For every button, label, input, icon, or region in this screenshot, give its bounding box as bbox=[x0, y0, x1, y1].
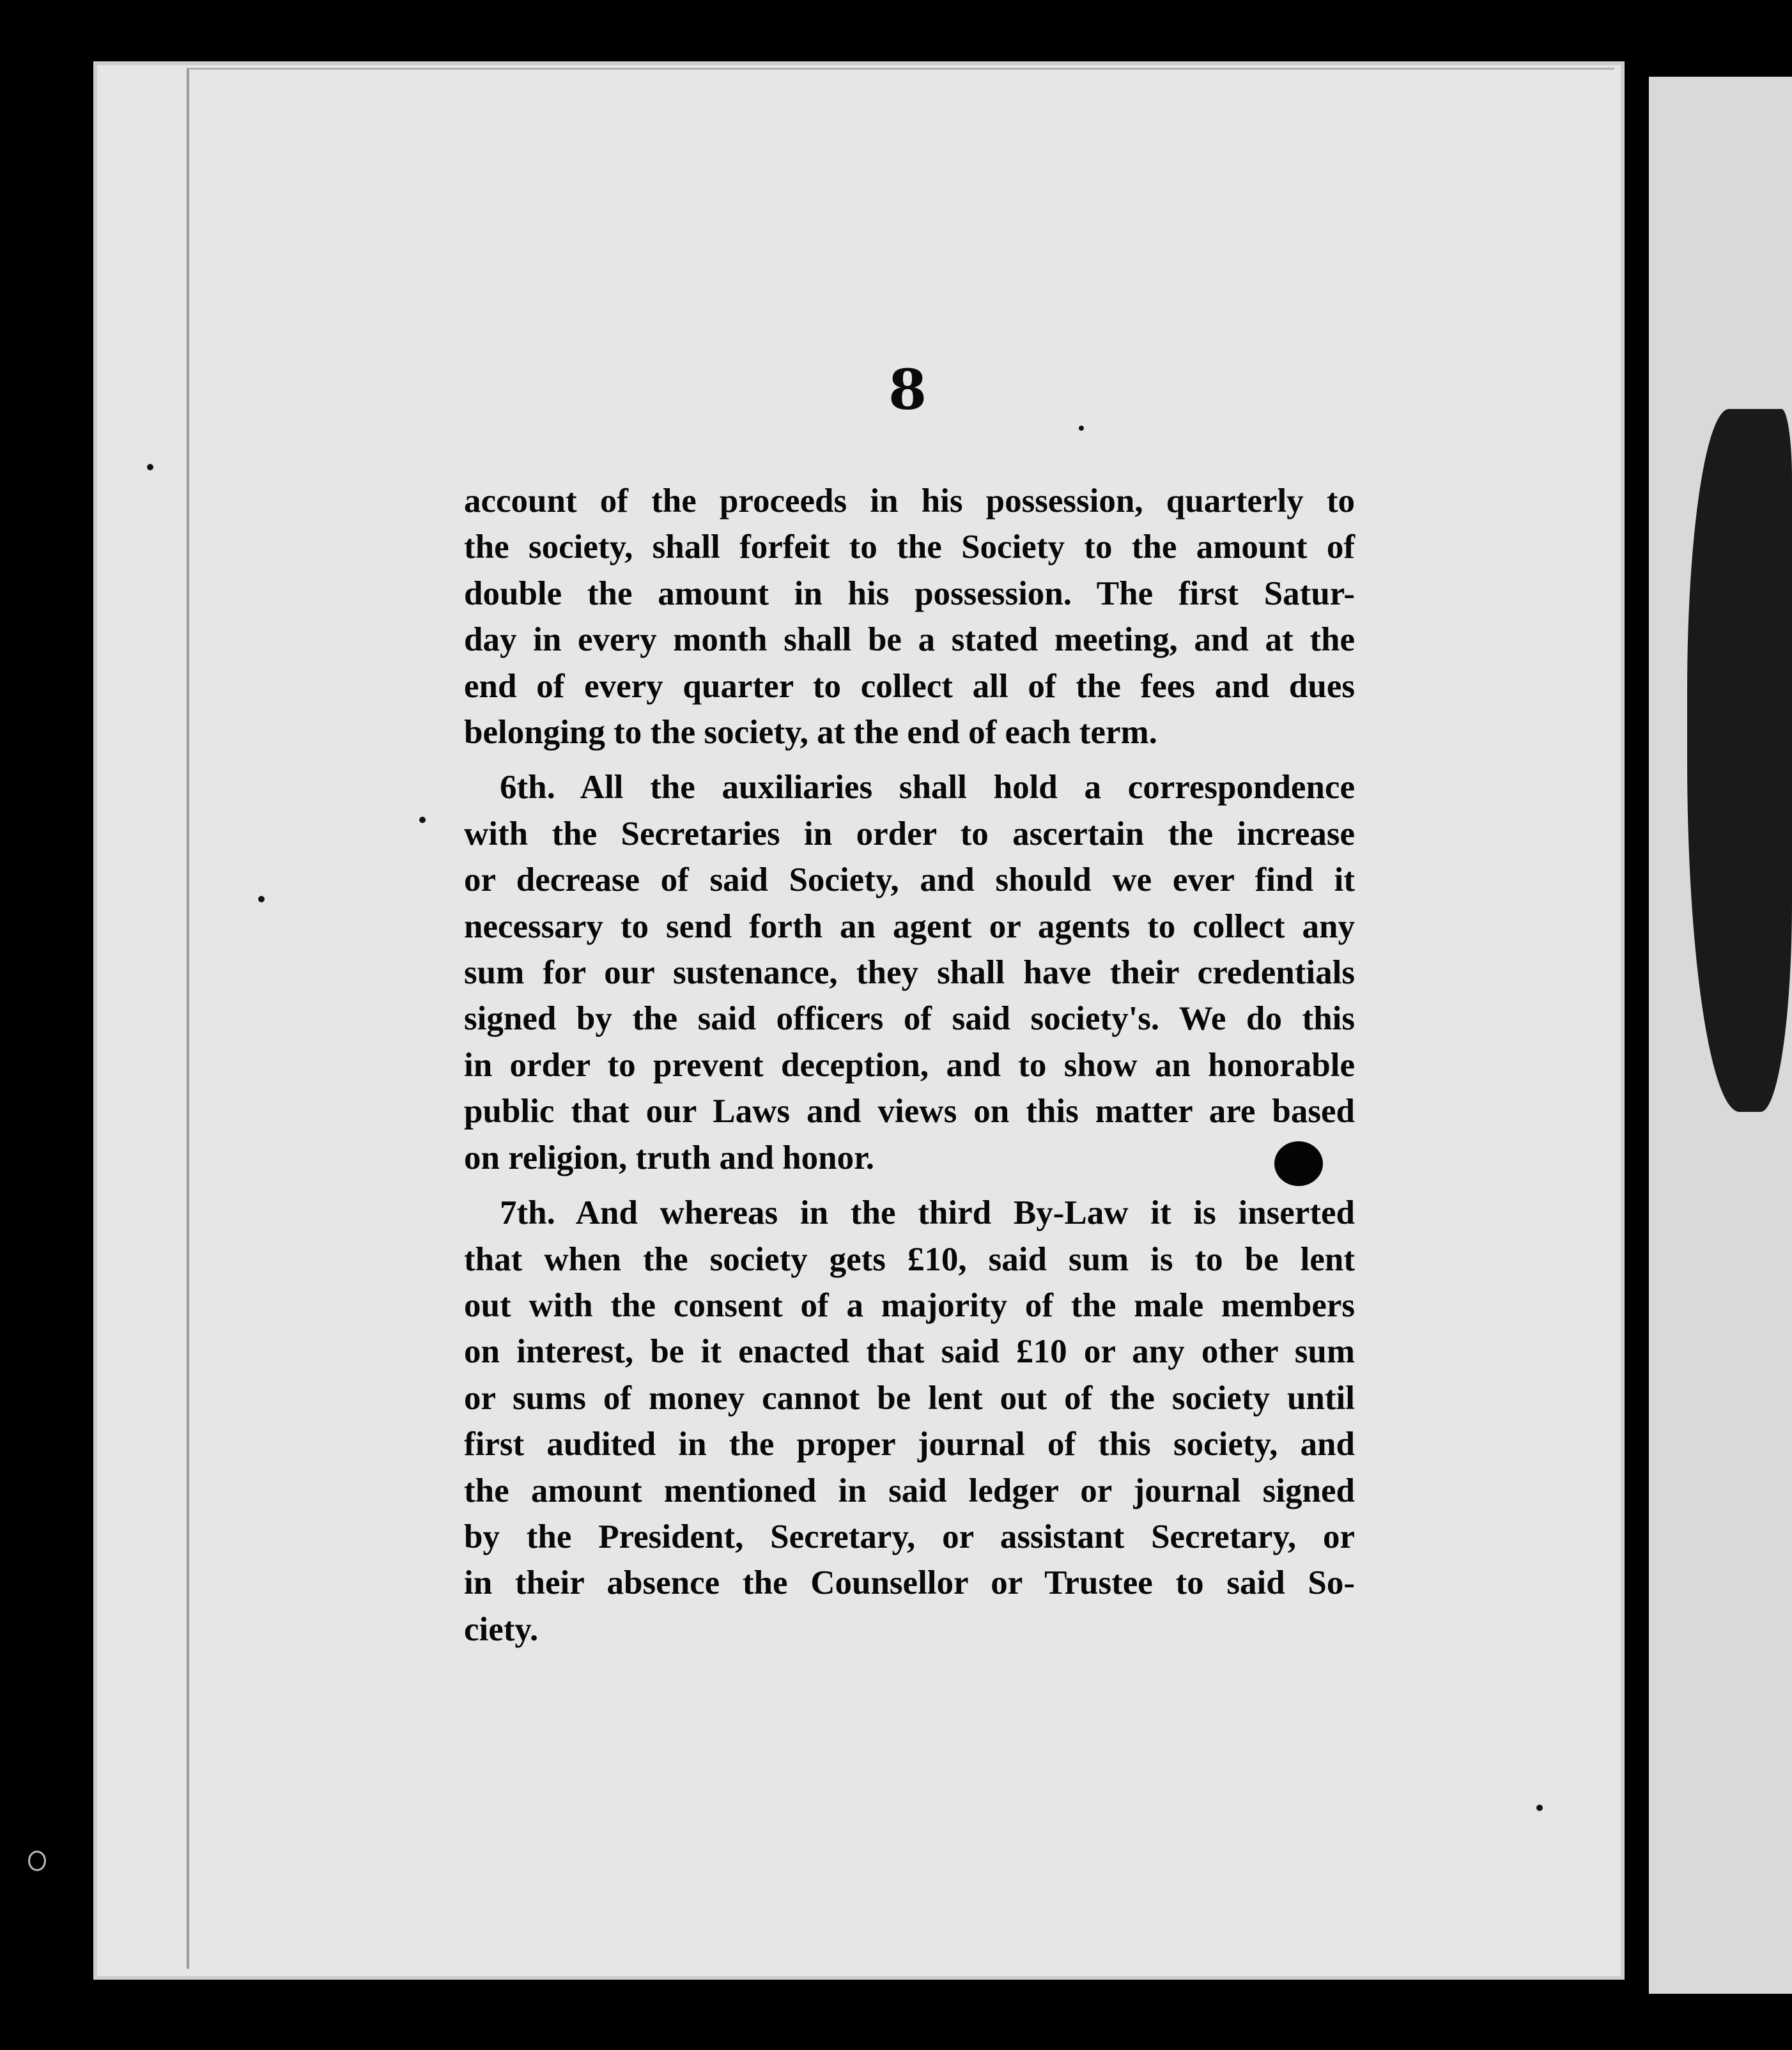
text-line: in their absence the Counsellor or Trustee to said So- bbox=[464, 1564, 1355, 1602]
text-line: the society, shall forfeit to the Society to the amount of bbox=[464, 528, 1355, 566]
text-line: ciety. bbox=[464, 1610, 539, 1648]
adjacent-page-stain bbox=[1687, 409, 1792, 1112]
text-line: signed by the said officers of said society's. We do this bbox=[464, 1000, 1355, 1038]
text-line: the amount mentioned in said ledger or journal signed bbox=[464, 1472, 1355, 1509]
text-line: on interest, be it enacted that said £10 or any other sum bbox=[464, 1333, 1355, 1371]
text-line: in order to prevent deception, and to show an honorable bbox=[464, 1046, 1355, 1084]
text-line: on religion, truth and honor. bbox=[464, 1139, 875, 1176]
paragraph-continuation bbox=[464, 478, 1355, 755]
text-line: sum for our sustenance, they shall have their credentials bbox=[464, 954, 1355, 992]
paragraph-6th bbox=[464, 764, 1355, 1181]
ink-speck bbox=[147, 464, 153, 470]
ink-speck bbox=[1536, 1805, 1543, 1811]
text-line: or decrease of said Society, and should we ever find it bbox=[464, 861, 1355, 899]
ink-speck bbox=[258, 896, 265, 902]
ink-speck bbox=[419, 817, 426, 823]
text-line: 7th. And whereas in the third By-Law it is inserted bbox=[500, 1194, 1355, 1232]
text-line: with the Secretaries in order to ascertain the increase bbox=[464, 815, 1355, 852]
text-line: double the amount in his possession. The first Satur- bbox=[464, 574, 1355, 612]
text-line: or sums of money cannot be lent out of the society until bbox=[464, 1379, 1355, 1417]
text-line: end of every quarter to collect all of the fees and dues bbox=[464, 667, 1355, 705]
page-gutter bbox=[1625, 61, 1649, 2004]
text-line: 6th. All the auxiliaries shall hold a correspondence bbox=[500, 769, 1355, 806]
text-line: account of the proceeds in his possession, quarterly to bbox=[464, 482, 1355, 520]
text-line: that when the society gets £10, said sum is to be lent bbox=[464, 1240, 1355, 1278]
page-number: 8 bbox=[888, 358, 927, 422]
text-line: public that our Laws and views on this matter are based bbox=[464, 1093, 1355, 1130]
text-line: out with the consent of a majority of the male members bbox=[464, 1286, 1355, 1324]
text-line: first audited in the proper journal of this society, and bbox=[464, 1426, 1355, 1463]
text-line: belonging to the society, at the end of each term. bbox=[464, 714, 1157, 751]
scanner-edge-mark bbox=[28, 1851, 46, 1871]
body-text bbox=[464, 478, 1355, 1653]
text-line: day in every month shall be a stated meeting, and at the bbox=[464, 621, 1355, 659]
paragraph-7th bbox=[464, 1190, 1355, 1653]
ink-speck bbox=[1079, 426, 1084, 431]
text-line: necessary to send forth an agent or agents to collect any bbox=[464, 907, 1355, 945]
text-line: by the President, Secretary, or assistant Secretary, or bbox=[464, 1518, 1355, 1555]
